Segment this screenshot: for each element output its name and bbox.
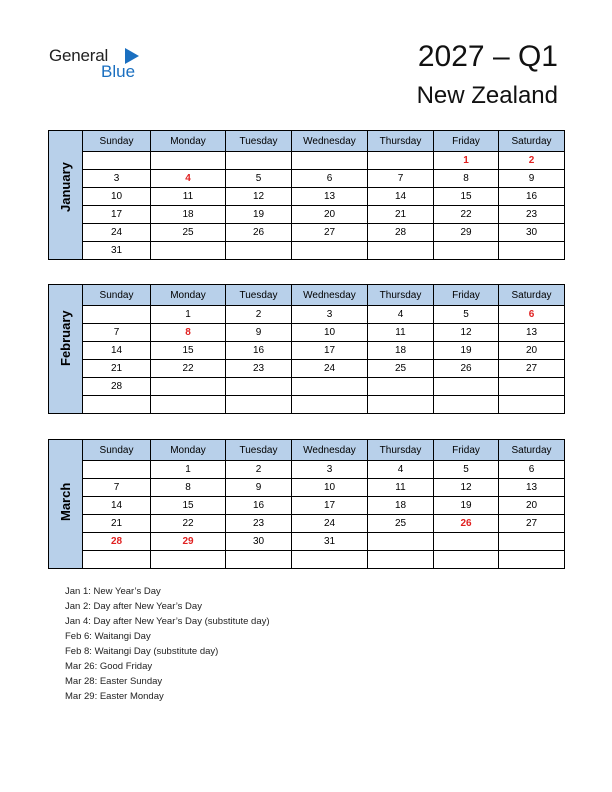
empty-day-cell: [83, 306, 151, 324]
empty-day-cell: [499, 378, 565, 396]
empty-day-cell: [151, 396, 226, 414]
day-cell: 25: [368, 360, 434, 378]
month-name: January: [58, 161, 73, 212]
day-cell: 13: [292, 188, 368, 206]
day-cell: 19: [434, 497, 499, 515]
day-cell: 23: [226, 515, 292, 533]
day-cell: 3: [292, 306, 368, 324]
empty-day-cell: [499, 396, 565, 414]
day-cell: 12: [434, 324, 499, 342]
day-cell: 5: [434, 461, 499, 479]
day-cell: 23: [226, 360, 292, 378]
week-row: [49, 206, 565, 224]
calendar-table: [48, 439, 565, 569]
day-cell: 1: [434, 152, 499, 170]
empty-day-cell: [368, 396, 434, 414]
empty-day-cell: [434, 242, 499, 260]
day-cell: 9: [226, 324, 292, 342]
holiday-note: Mar 28: Easter Sunday: [65, 676, 163, 687]
day-cell: 12: [434, 479, 499, 497]
calendar-table: [48, 284, 565, 414]
day-cell: 6: [499, 306, 565, 324]
day-cell: 29: [151, 533, 226, 551]
empty-day-cell: [368, 152, 434, 170]
month-calendar-february: [48, 284, 564, 414]
day-cell: 16: [226, 342, 292, 360]
day-cell: 20: [499, 497, 565, 515]
weekday-header: Monday: [151, 285, 226, 306]
week-row: [49, 342, 565, 360]
generalblue-logo: [49, 44, 149, 84]
weekday-header: Thursday: [368, 131, 434, 152]
day-cell: 17: [83, 206, 151, 224]
day-cell: 7: [83, 479, 151, 497]
day-cell: 2: [226, 306, 292, 324]
day-cell: 9: [499, 170, 565, 188]
day-cell: 21: [83, 515, 151, 533]
week-row: [49, 378, 565, 396]
weekday-header: Wednesday: [292, 285, 368, 306]
day-cell: 27: [292, 224, 368, 242]
day-cell: 21: [368, 206, 434, 224]
weekday-header: Saturday: [499, 285, 565, 306]
week-row: [49, 479, 565, 497]
empty-day-cell: [226, 152, 292, 170]
day-cell: 18: [368, 497, 434, 515]
holiday-note: Jan 2: Day after New Year’s Day: [65, 601, 202, 612]
empty-day-cell: [499, 533, 565, 551]
weekday-header: Monday: [151, 131, 226, 152]
weekday-header: Saturday: [499, 440, 565, 461]
week-row: [49, 515, 565, 533]
week-row: [49, 306, 565, 324]
month-label: [49, 285, 83, 414]
day-cell: 31: [292, 533, 368, 551]
day-cell: 22: [151, 515, 226, 533]
day-cell: 3: [83, 170, 151, 188]
weekday-header: Tuesday: [226, 440, 292, 461]
day-cell: 15: [151, 497, 226, 515]
day-cell: 11: [368, 324, 434, 342]
day-cell: 10: [83, 188, 151, 206]
month-label: [49, 131, 83, 260]
day-cell: 10: [292, 479, 368, 497]
day-cell: 5: [434, 306, 499, 324]
day-cell: 6: [292, 170, 368, 188]
day-cell: 7: [83, 324, 151, 342]
day-cell: 14: [368, 188, 434, 206]
holiday-note: Mar 29: Easter Monday: [65, 691, 164, 702]
day-cell: 19: [226, 206, 292, 224]
week-row: [49, 360, 565, 378]
day-cell: 4: [368, 461, 434, 479]
holiday-notes-list: [65, 584, 270, 704]
day-cell: 23: [499, 206, 565, 224]
empty-day-cell: [368, 533, 434, 551]
week-row: [49, 497, 565, 515]
logo-general-text: General: [49, 46, 109, 65]
day-cell: 25: [368, 515, 434, 533]
day-cell: 24: [292, 515, 368, 533]
empty-day-cell: [434, 378, 499, 396]
day-cell: 12: [226, 188, 292, 206]
country-subtitle: New Zealand: [416, 82, 558, 109]
day-cell: 29: [434, 224, 499, 242]
day-cell: 17: [292, 497, 368, 515]
weekday-header: Friday: [434, 285, 499, 306]
day-cell: 10: [292, 324, 368, 342]
empty-day-cell: [434, 396, 499, 414]
month-calendar-january: [48, 130, 564, 260]
day-cell: 25: [151, 224, 226, 242]
day-cell: 9: [226, 479, 292, 497]
weekday-header-row: [49, 440, 565, 461]
calendar-table: [48, 130, 565, 260]
empty-day-cell: [292, 242, 368, 260]
day-cell: 28: [83, 378, 151, 396]
empty-day-cell: [434, 533, 499, 551]
month-calendar-march: [48, 439, 564, 569]
day-cell: 14: [83, 497, 151, 515]
weekday-header: Saturday: [499, 131, 565, 152]
week-row: [49, 152, 565, 170]
month-label: [49, 440, 83, 569]
day-cell: 7: [368, 170, 434, 188]
weekday-header: Sunday: [83, 440, 151, 461]
empty-day-cell: [151, 551, 226, 569]
holiday-note: Jan 4: Day after New Year’s Day (substitute day): [65, 616, 270, 627]
day-cell: 18: [151, 206, 226, 224]
week-row: [49, 551, 565, 569]
empty-day-cell: [83, 152, 151, 170]
day-cell: 31: [83, 242, 151, 260]
day-cell: 30: [226, 533, 292, 551]
week-row: [49, 224, 565, 242]
day-cell: 3: [292, 461, 368, 479]
day-cell: 13: [499, 324, 565, 342]
day-cell: 27: [499, 360, 565, 378]
empty-day-cell: [292, 378, 368, 396]
month-name: March: [58, 482, 73, 521]
weekday-header: Friday: [434, 440, 499, 461]
day-cell: 11: [368, 479, 434, 497]
day-cell: 8: [434, 170, 499, 188]
day-cell: 24: [83, 224, 151, 242]
empty-day-cell: [151, 242, 226, 260]
empty-day-cell: [83, 461, 151, 479]
holiday-note: Mar 26: Good Friday: [65, 661, 153, 672]
day-cell: 20: [292, 206, 368, 224]
day-cell: 1: [151, 461, 226, 479]
weekday-header: Tuesday: [226, 131, 292, 152]
empty-day-cell: [226, 396, 292, 414]
empty-day-cell: [151, 378, 226, 396]
day-cell: 11: [151, 188, 226, 206]
week-row: [49, 242, 565, 260]
day-cell: 26: [434, 360, 499, 378]
day-cell: 6: [499, 461, 565, 479]
day-cell: 21: [83, 360, 151, 378]
day-cell: 17: [292, 342, 368, 360]
empty-day-cell: [292, 551, 368, 569]
weekday-header: Friday: [434, 131, 499, 152]
empty-day-cell: [499, 242, 565, 260]
empty-day-cell: [292, 396, 368, 414]
day-cell: 28: [368, 224, 434, 242]
weekday-header: Thursday: [368, 285, 434, 306]
week-row: [49, 533, 565, 551]
weekday-header-row: [49, 285, 565, 306]
empty-day-cell: [151, 152, 226, 170]
day-cell: 22: [151, 360, 226, 378]
week-row: [49, 396, 565, 414]
day-cell: 24: [292, 360, 368, 378]
week-row: [49, 461, 565, 479]
day-cell: 19: [434, 342, 499, 360]
week-row: [49, 188, 565, 206]
weekday-header: Thursday: [368, 440, 434, 461]
day-cell: 22: [434, 206, 499, 224]
empty-day-cell: [368, 551, 434, 569]
day-cell: 16: [226, 497, 292, 515]
week-row: [49, 324, 565, 342]
empty-day-cell: [83, 396, 151, 414]
day-cell: 2: [226, 461, 292, 479]
day-cell: 16: [499, 188, 565, 206]
weekday-header: Sunday: [83, 131, 151, 152]
empty-day-cell: [83, 551, 151, 569]
day-cell: 28: [83, 533, 151, 551]
holiday-note: Feb 8: Waitangi Day (substitute day): [65, 646, 219, 657]
empty-day-cell: [226, 378, 292, 396]
empty-day-cell: [499, 551, 565, 569]
day-cell: 14: [83, 342, 151, 360]
day-cell: 5: [226, 170, 292, 188]
weekday-header: Monday: [151, 440, 226, 461]
weekday-header: Tuesday: [226, 285, 292, 306]
day-cell: 20: [499, 342, 565, 360]
day-cell: 30: [499, 224, 565, 242]
holiday-note: Jan 1: New Year’s Day: [65, 586, 161, 597]
day-cell: 18: [368, 342, 434, 360]
holiday-note: Feb 6: Waitangi Day: [65, 631, 151, 642]
day-cell: 1: [151, 306, 226, 324]
logo-blue-text: Blue: [101, 62, 136, 81]
day-cell: 8: [151, 324, 226, 342]
day-cell: 15: [151, 342, 226, 360]
empty-day-cell: [368, 242, 434, 260]
page-title: 2027 – Q1: [417, 40, 558, 73]
empty-day-cell: [292, 152, 368, 170]
weekday-header: Wednesday: [292, 440, 368, 461]
empty-day-cell: [434, 551, 499, 569]
empty-day-cell: [226, 551, 292, 569]
month-name: February: [58, 309, 73, 366]
weekday-header: Wednesday: [292, 131, 368, 152]
weekday-header-row: [49, 131, 565, 152]
empty-day-cell: [368, 378, 434, 396]
day-cell: 8: [151, 479, 226, 497]
day-cell: 26: [226, 224, 292, 242]
day-cell: 27: [499, 515, 565, 533]
day-cell: 4: [151, 170, 226, 188]
day-cell: 13: [499, 479, 565, 497]
weekday-header: Sunday: [83, 285, 151, 306]
empty-day-cell: [226, 242, 292, 260]
day-cell: 15: [434, 188, 499, 206]
day-cell: 4: [368, 306, 434, 324]
day-cell: 26: [434, 515, 499, 533]
week-row: [49, 170, 565, 188]
day-cell: 2: [499, 152, 565, 170]
